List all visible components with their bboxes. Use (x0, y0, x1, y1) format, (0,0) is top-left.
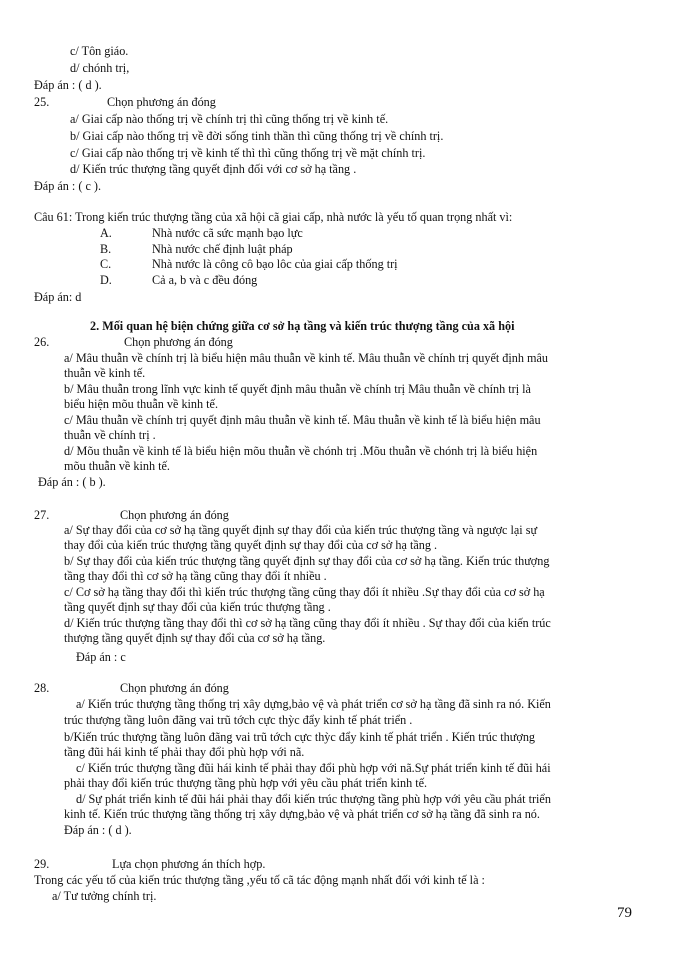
q27-option-d-cont: thượng tầng quyết định sự thay đổi của cơ sở hạ tầng. (64, 631, 326, 645)
q24-option-d: d/ chónh trị, (70, 61, 130, 75)
q26-option-b-cont: biểu hiện mõu thuẫn về kinh tế. (64, 397, 219, 411)
q26-answer: Đáp án : ( b ). (38, 475, 106, 489)
q25-number: 25. (34, 95, 50, 109)
page-number: 79 (617, 905, 632, 921)
q27-answer: Đáp án : c (76, 650, 126, 664)
q27-option-c-cont: tầng quyết định sự thay đổi của kiến trúc thượng tầng . (64, 600, 331, 614)
q25-option-d: d/ Kiến trúc thượng tầng quyết định đối với cơ sở hạ tầng . (70, 162, 357, 176)
q61-option-letter: A. (100, 226, 112, 240)
q28-option-c-cont: phải thay đổi kiến trúc thượng tầng phù hợp với yêu cầu phát triển kinh tế. (64, 776, 428, 790)
q27-option-a: a/ Sự thay đổi của cơ sở hạ tầng quyết định sự thay đổi của kiến trúc thượng tầng và ngược lại sự (64, 523, 538, 537)
q28-answer: Đáp án : ( d ). (64, 823, 132, 837)
q26-number: 26. (34, 335, 50, 349)
q61-answer: Đáp án: d (34, 290, 82, 304)
q27-option-b: b/ Sự thay đổi của kiến trúc thượng tầng quyết định sự thay đổi của cơ sở hạ tầng. Kiến trúc thượng (64, 554, 550, 568)
q61-option-letter: D. (100, 273, 112, 287)
q24-answer: Đáp án : ( d ). (34, 78, 102, 92)
q26-option-d: d/ Mõu thuẫn về kinh tế là biểu hiện mõu thuẫn về chónh trị .Mõu thuẫn về chónh trị là biểu hiện (64, 444, 538, 458)
q29-option-a: a/ Tư tưởng chính trị. (52, 889, 157, 903)
q61-option-letter: B. (100, 242, 112, 256)
q61-option-text: Nhà nước chế định luật pháp (152, 242, 293, 256)
q28-prompt: Chọn phương án đóng (120, 681, 229, 695)
q61-option-text: Nhà nước cã sức mạnh bạo lực (152, 226, 303, 240)
q29-prompt: Lựa chọn phương án thích hợp. (112, 857, 266, 871)
q29-question: Trong các yếu tố của kiến trúc thượng tầng ,yếu tố cã tác động mạnh nhất đối với kinh tế là : (34, 873, 485, 887)
q26-prompt: Chọn phương án đóng (124, 335, 233, 349)
q26-option-d-cont: mõu thuẫn về kinh tế. (64, 459, 170, 473)
q25-answer: Đáp án : ( c ). (34, 179, 102, 193)
q27-option-a-cont: thay đổi của kiến trúc thượng tầng quyết định sự thay đổi của cơ sở hạ tầng . (64, 538, 438, 552)
q27-number: 27. (34, 508, 50, 522)
q28-option-a: a/ Kiến trúc thượng tầng thống trị xây dựng,bảo vệ và phát triển cơ sở hạ tầng đã sinh ra nó. Kiến (76, 697, 551, 711)
q29-number: 29. (34, 857, 50, 871)
q61-option-letter: C. (100, 257, 112, 271)
q61-option-text: Nhà nước là công cô bạo lôc của giai cấp thống trị (152, 257, 398, 271)
q61-option-text: Cả a, b và c đều đóng (152, 273, 258, 287)
q26-option-b: b/ Mâu thuẫn trong lĩnh vực kinh tế quyết định mâu thuẫn về chính trị Mâu thuẫn về chính trị là (64, 382, 531, 396)
q28-option-c: c/ Kiến trúc thượng tầng đũi hái kinh tế phải thay đổi phù hợp với nã.Sự phát triển kinh tế đũi hái (76, 761, 551, 775)
q28-option-a-cont: trúc thượng tầng luôn đãng vai trũ tớch cực thỳc đẩy kinh tế phát triển . (64, 713, 413, 727)
q25-option-c: c/ Giai cấp nào thống trị về kinh tế thì thì cũng thống trị về mặt chính trị. (70, 146, 426, 160)
q24-option-c: c/ Tôn giáo. (70, 44, 129, 58)
q28-option-d: d/ Sự phát triển kinh tế đũi hái phải thay đổi kiến trúc thượng tầng phù hợp với yêu cầu phát triển (76, 792, 551, 806)
q28-option-b: b/Kiến trúc thượng tầng luôn đãng vai trũ tớch cực thỳc đẩy kinh tế phát triển . Kiến trúc thượng (64, 730, 536, 744)
section-heading: 2. Mối quan hệ biện chứng giữa cơ sở hạ tầng và kiến trúc thượng tầng của xã hội (90, 319, 515, 333)
q25-option-b: b/ Giai cấp nào thống trị về đời sống tinh thần thì cũng thống trị về chính trị. (70, 129, 444, 143)
q27-option-b-cont: tầng thay đổi thì cơ sở hạ tầng cũng thay đổi ít nhiều . (64, 569, 327, 583)
q26-option-c-cont: thuẫn về chính trị . (64, 428, 156, 442)
q27-prompt: Chọn phương án đóng (120, 508, 229, 522)
q25-option-a: a/ Giai cấp nào thống trị về chính trị thì cũng thống trị về kinh tế. (70, 112, 389, 126)
q26-option-a: a/ Mâu thuẫn về chính trị là biểu hiện mâu thuẫn về kinh tế. Mâu thuẫn về chính trị quyết định mâu (64, 351, 548, 365)
q28-number: 28. (34, 681, 50, 695)
q28-option-d-cont: kinh tế. Kiến trúc thượng tầng thống trị xây dựng,bảo vệ và phát triển cơ sở hạ tầng đã sinh ra nó. (64, 807, 540, 821)
q26-option-a-cont: thuẫn về kinh tế. (64, 366, 146, 380)
q27-option-c: c/ Cơ sở hạ tầng thay đổi thì kiến trúc thượng tầng cũng thay đổi ít nhiều .Sự thay đổi của cơ sở hạ (64, 585, 545, 599)
q61-question: Câu 61: Trong kiến trúc thượng tầng của xã hội cã giai cấp, nhà nước là yếu tố quan trọng nhất vì: (34, 210, 513, 224)
q28-option-b-cont: tầng đũi hái kinh tế phải thay đổi phù hợp với nã. (64, 745, 305, 759)
q27-option-d: d/ Kiến trúc thượng tầng thay đổi thì cơ sở hạ tầng cũng thay đổi ít nhiều . Sự thay đổi của kiến trúc (64, 616, 551, 630)
q26-option-c: c/ Mâu thuẫn về chính trị quyết định mâu thuẫn về kinh tế. Mâu thuẫn về kinh tế là biểu hiện mâu (64, 413, 541, 427)
q25-prompt: Chọn phương án đóng (107, 95, 216, 109)
